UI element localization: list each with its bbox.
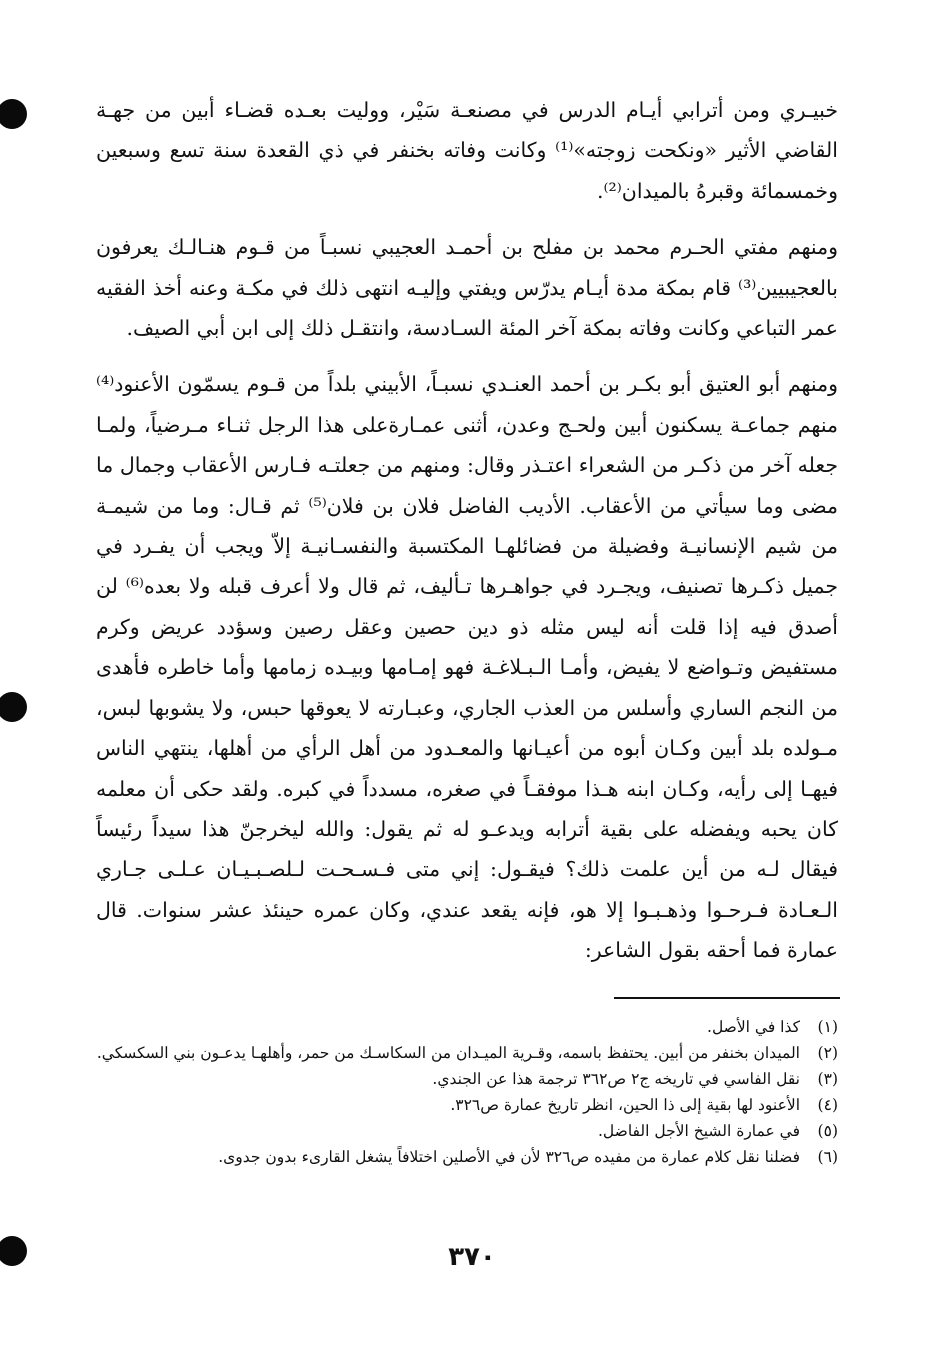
footnote-divider	[614, 997, 840, 999]
footnote-number: (٥)	[817, 1122, 838, 1140]
footnote-text: نقل الفاسي في تاريخه ج٢ ص٣٦٢ ترجمة هذا عن الجندي.	[432, 1070, 800, 1088]
footnotes	[96, 1014, 838, 1170]
footnote-number: (٦)	[817, 1148, 838, 1166]
page-number: ٣٧٠	[448, 1242, 496, 1272]
footnote-text: الأعنود لها بقية إلى ذا الحين، انظر تاريخ عمارة ص٣٢٦.	[450, 1096, 800, 1114]
footnote-item	[96, 1066, 838, 1092]
footnote-number: (١)	[817, 1018, 838, 1036]
footnote-text: كذا في الأصل.	[707, 1018, 800, 1036]
footnote-item	[96, 1092, 838, 1118]
footnote-item	[96, 1040, 838, 1066]
paragraph: ومنهم مفتي الحـرم محمد بن مفلح بن أحمـد العجيبي نسبـاً من قـوم هنـالـك يعرفون بالعجيبيين⁽³⁾ قام بمكة مدة أيـام يدرّس ويفتي وإليـه انتهى ذلك في مكـة وعنه أخذ الفقيه عمر التباعي وكانت وفاته بمكة آخر المئة السـادسة، وانتقـل ذلك إلى ابن أبي الصيف.	[96, 235, 838, 341]
footnote-number: (٤)	[817, 1096, 838, 1114]
footnote-item	[96, 1014, 838, 1040]
footnote-text: الميدان بخنفر من أبين. يحتفظ باسمه، وقـرية الميـدان من السكاسـك من حمر، وأهلهـا يدعـون بني السكسكي.	[96, 1044, 800, 1062]
paragraph: خبيـري ومن أترابي أيـام الدرس في مصنعـة سَيْر، ووليت بعـده قضـاء أبين من جهـة القاضي الأثير «ونكحت زوجته»⁽¹⁾ وكانت وفاته بخنفر في ذي القعدة سنة تسع وسبعين وخمسمائة وقبرهُ بالميدان⁽²⁾.	[96, 98, 838, 203]
footnote-item	[96, 1118, 838, 1144]
binding-hole-icon	[0, 99, 27, 129]
footnote-number: (٣)	[817, 1070, 838, 1088]
binding-hole-icon	[0, 1236, 27, 1266]
footnote-text: في عمارة الشيخ الأجل الفاضل.	[598, 1122, 800, 1140]
binding-hole-icon	[0, 692, 27, 722]
paragraph: ومنهم أبو العتيق أبو بكـر بن أحمد العنـدي نسبـاً، الأبيني بلداً من قـوم يسمّون الأعنود⁽⁴⁾ منهم جماعـة يسكنون أبين ولحـج وعدن، أثنى عمـارةعلى هذا الرجل ثنـاء مـرضياً، ولمـا جعله آخر من ذكـر من الشعراء اعتـذر وقال: ومنهم من جعلتـه فـارس الأعقاب وجمال ما مضى وما سيأتي من الأعقاب. الأديب الفاضل فلان بن فلان⁽⁵⁾ ثم قـال: وما من شيمـة من شيم الإنسانيـة وفضيلة من فضائلهـا المكتسبة والنفسـانيـة إلاّ ويجب أن يفـرد في جميل ذكـرها تصنيف، ويجـرد في جواهـرها تـأليف، ثم قال ولا أعرف قبله ولا بعده⁽⁶⁾ لن أصدق فيه إذا قلت أنه ليس مثله ذو دين حصين وعقل رصين وسؤدد عريض وكرم مستفيض وتـواضع لا يفيض، وأمـا الـبـلاغـة فهو إمـامها وبيـده زمامها وأما خاطره فأهدى من النجم الساري وأسلس من العذب الجاري، وعبـارته لا يعوقها حبس، ولا يشوبها لبس، مـولده بلد أبين وكـان أبوه من أعيـانها والمعـدود من أهل الرأي من أهلها، ينتهي الناس فيهـا إلى رأيه، وكـان ابنه هـذا موفقـاً في صغره، مسدداً في كبره. ولقد حكى أن معلمه كان يحبه ويفضله على بقية أترابه ويدعـو له ثم يقول: والله ليخرجنّ هذا سيداً رئيساً فيقال لـه من أين علمت ذلك؟ فيقـول: إني متى فـسـحـت لـلصـبـيـان عـلـى جـاري الـعـادة فـرحـوا وذهـبـوا إلا هو، فإنه يقعد عندي، وكان عمره حينئذ عشر سنوات. قال عمارة فما أحقه بقول الشاعر:	[96, 372, 839, 963]
footnote-item	[96, 1144, 838, 1170]
footnote-text: فضلنا نقل كلام عمارة من مفيده ص٣٢٦ لأن في الأصلين اختلافاً يشغل القارىء بدون جدوى.	[218, 1148, 800, 1166]
footnote-number: (٢)	[817, 1044, 838, 1062]
main-text	[96, 90, 838, 971]
